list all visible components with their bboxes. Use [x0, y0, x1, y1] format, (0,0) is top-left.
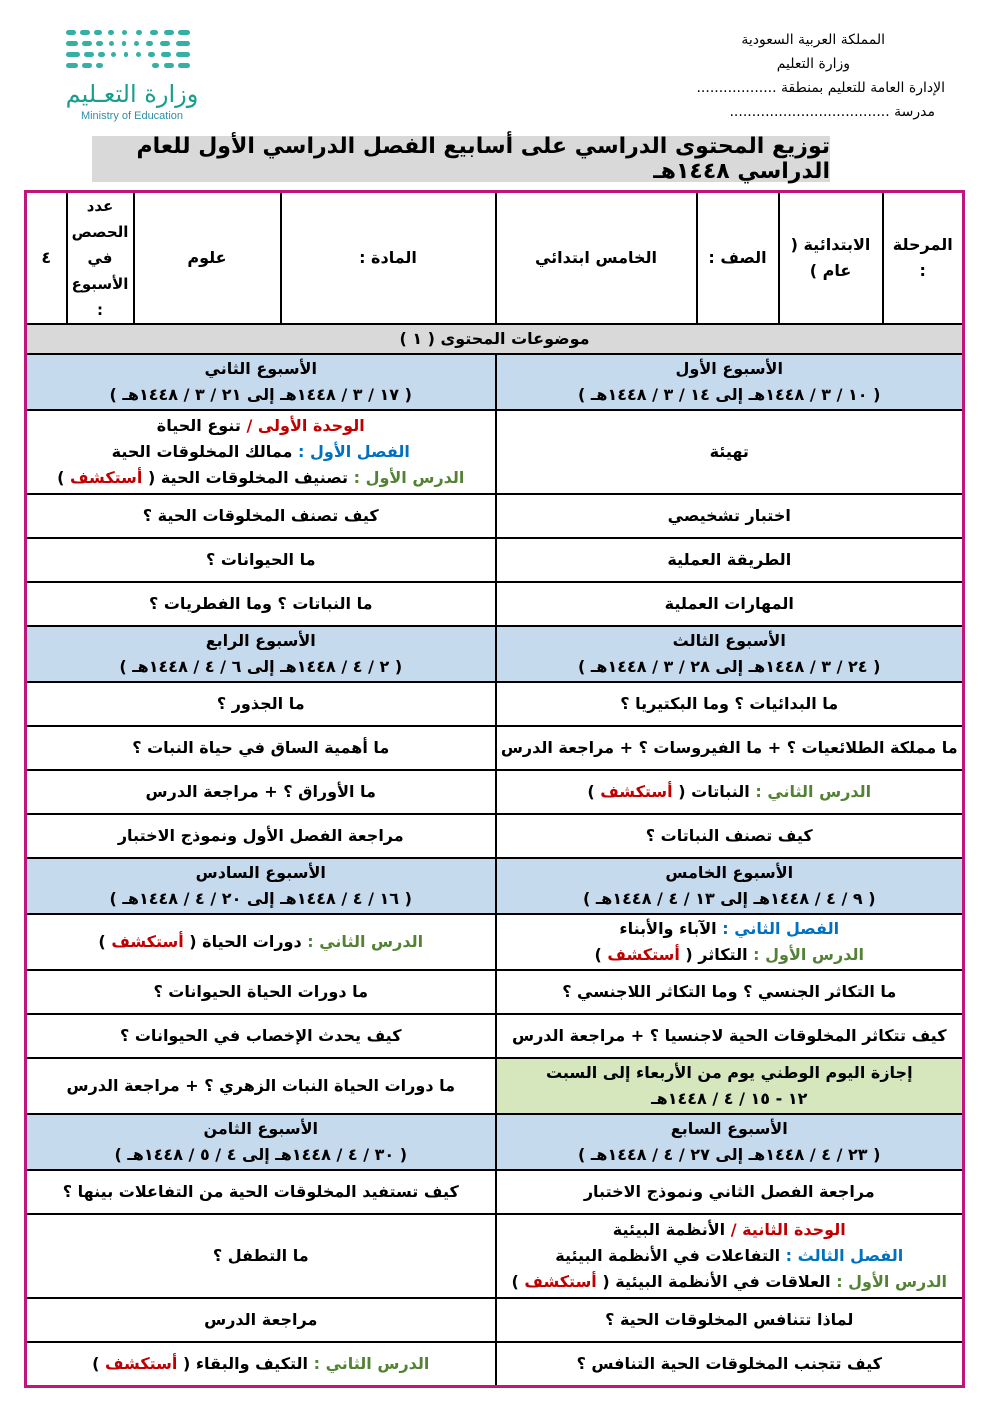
cell-w3-3: الدرس الثاني : النباتات ( أستكشف ) — [496, 770, 964, 814]
cell-w5-3: كيف تتكاثر المخلوقات الحية لاجنسيا ؟ + مراجعة الدرس — [496, 1014, 964, 1058]
cell-w8-1: كيف تستفيد المخلوقات الحية من التفاعلات بينها ؟ — [26, 1170, 496, 1214]
cell-w5-2: ما التكاثر الجنسي ؟ وما التكاثر اللاجنسي ؟ — [496, 970, 964, 1014]
cell-w2-4: ما النباتات ؟ وما الفطريات ؟ — [26, 582, 496, 626]
cell-w6-2: ما دورات الحياة الحيوانات ؟ — [26, 970, 496, 1014]
week-6-header: الأسبوع السادس ( ١٦ / ٤ / ١٤٤٨هـ إلى ٢٠ / ٤ / ١٤٤٨هـ ) — [26, 858, 496, 914]
cell-w7-2: الوحدة الثانية / الأنظمة البيئية الفصل الثالث : التفاعلات في الأنظمة البيئية الدرس الأول : العلاقات في الأنظمة البيئية ( أستكشف ) — [496, 1214, 964, 1298]
cell-w8-2: ما التطفل ؟ — [26, 1214, 496, 1298]
week-title: الأسبوع الأول — [675, 359, 783, 378]
cell-w4-2: ما أهمية الساق في حياة النبات ؟ — [26, 726, 496, 770]
logo-dots-icon — [62, 28, 202, 78]
cell-w6-3: كيف يحدث الإخصاب في الحيوانات ؟ — [26, 1014, 496, 1058]
cell-w3-2: ما مملكة الطلائعيات ؟ + ما الفيروسات ؟ + مراجعة الدرس — [496, 726, 964, 770]
periods-label: عدد الحصص في الأسبوع : — [67, 192, 134, 325]
cell-w4-4: مراجعة الفصل الأول ونموذج الاختبار — [26, 814, 496, 858]
logo-english-text: Ministry of Education — [80, 110, 184, 122]
grade-label: الصف : — [697, 192, 779, 325]
week-5-header: الأسبوع الخامس ( ٩ / ٤ / ١٤٤٨هـ إلى ١٣ / ٤ / ١٤٤٨هـ ) — [496, 858, 964, 914]
week-header-row — [26, 1114, 964, 1170]
cell-w6-4: ما دورات الحياة النبات الزهري ؟ + مراجعة الدرس — [26, 1058, 496, 1114]
topics-header: موضوعات المحتوى ( ١ ) — [26, 324, 964, 354]
cell-w1-4: المهارات العملية — [496, 582, 964, 626]
week-7-header: الأسبوع السابع ( ٢٣ / ٤ / ١٤٤٨هـ إلى ٢٧ / ٤ / ١٤٤٨هـ ) — [496, 1114, 964, 1170]
cell-w3-1: ما البدائيات ؟ وما البكتيريا ؟ — [496, 682, 964, 726]
subject-label: المادة : — [281, 192, 496, 325]
cell-w1-1: تهيئة — [496, 410, 964, 494]
stage-label: المرحلة : — [883, 192, 964, 325]
cell-w4-1: ما الجذور ؟ — [26, 682, 496, 726]
cell-w1-2: اختبار تشخيصي — [496, 494, 964, 538]
cell-w7-1: مراجعة الفصل الثاني ونموذج الاختبار — [496, 1170, 964, 1214]
week-2-header — [26, 354, 496, 410]
subject-value: علوم — [134, 192, 281, 325]
stage-value: الابتدائية ( عام ) — [779, 192, 883, 325]
cell-w4-3: ما الأوراق ؟ + مراجعة الدرس — [26, 770, 496, 814]
week-header-row — [26, 626, 964, 682]
cell-w7-3: لماذا تتنافس المخلوقات الحية ؟ — [496, 1298, 964, 1342]
week-dates: ( ١٧ / ٣ / ١٤٤٨هـ إلى ٢١ / ٣ / ١٤٤٨هـ ) — [109, 385, 412, 404]
cell-w6-1: الدرس الثاني : دورات الحياة ( أستكشف ) — [26, 914, 496, 970]
cell-w2-2: كيف تصنف المخلوقات الحية ؟ — [26, 494, 496, 538]
header-line-region: الإدارة العامة للتعليم بمنطقة .................. — [696, 80, 945, 96]
ministry-header — [615, 28, 945, 124]
cell-w1-3: الطريقة العملية — [496, 538, 964, 582]
topics-header-row — [26, 324, 964, 354]
week-header-row — [26, 354, 964, 410]
page-title: توزيع المحتوى الدراسي على أسابيع الفصل الدراسي الأول للعام الدراسي ١٤٤٨هـ — [92, 136, 830, 182]
week-dates: ( ١٠ / ٣ / ١٤٤٨هـ إلى ١٤ / ٣ / ١٤٤٨هـ ) — [578, 385, 881, 404]
periods-value: ٤ — [26, 192, 67, 325]
week-header-row — [26, 858, 964, 914]
week-title: الأسبوع الثاني — [204, 359, 317, 378]
week-1-header — [496, 354, 964, 410]
cell-w2-1: الوحدة الأولى / تنوع الحياة الفصل الأول : ممالك المخلوقات الحية الدرس الأول : تصنيف المخلوقات الحية ( أستكشف ) — [26, 410, 496, 494]
cell-w5-1: الفصل الثاني : الآباء والأبناء الدرس الأول : التكاثر ( أستكشف ) — [496, 914, 964, 970]
cell-w7-4: كيف تتجنب المخلوقات الحية التنافس ؟ — [496, 1342, 964, 1386]
cell-w3-4: كيف تصنف النباتات ؟ — [496, 814, 964, 858]
distribution-table — [24, 190, 965, 1388]
cell-w8-3: مراجعة الدرس — [26, 1298, 496, 1342]
lesson-row — [26, 410, 964, 494]
logo-arabic-text: وزارة التعـليم — [65, 80, 199, 108]
week-4-header: الأسبوع الرابع ( ٢ / ٤ / ١٤٤٨هـ إلى ٦ / ٤ / ١٤٤٨هـ ) — [26, 626, 496, 682]
cell-w5-4-holiday: إجازة اليوم الوطني يوم من الأربعاء إلى السبت ١٢ - ١٥ / ٤ / ١٤٤٨هـ — [496, 1058, 964, 1114]
header-line-kingdom: المملكة العربية السعودية — [741, 32, 885, 48]
info-row — [26, 192, 964, 325]
ministry-logo — [62, 28, 212, 124]
cell-w2-3: ما الحيوانات ؟ — [26, 538, 496, 582]
header-line-school: مدرسة .................................... — [729, 104, 935, 120]
cell-w8-4: الدرس الثاني : التكيف والبقاء ( أستكشف ) — [26, 1342, 496, 1386]
week-8-header: الأسبوع الثامن ( ٣٠ / ٤ / ١٤٤٨هـ إلى ٤ / ٥ / ١٤٤٨هـ ) — [26, 1114, 496, 1170]
week-3-header: الأسبوع الثالث ( ٢٤ / ٣ / ١٤٤٨هـ إلى ٢٨ / ٣ / ١٤٤٨هـ ) — [496, 626, 964, 682]
header-line-ministry: وزارة التعليم — [776, 56, 850, 72]
grade-value: الخامس ابتدائي — [496, 192, 697, 325]
